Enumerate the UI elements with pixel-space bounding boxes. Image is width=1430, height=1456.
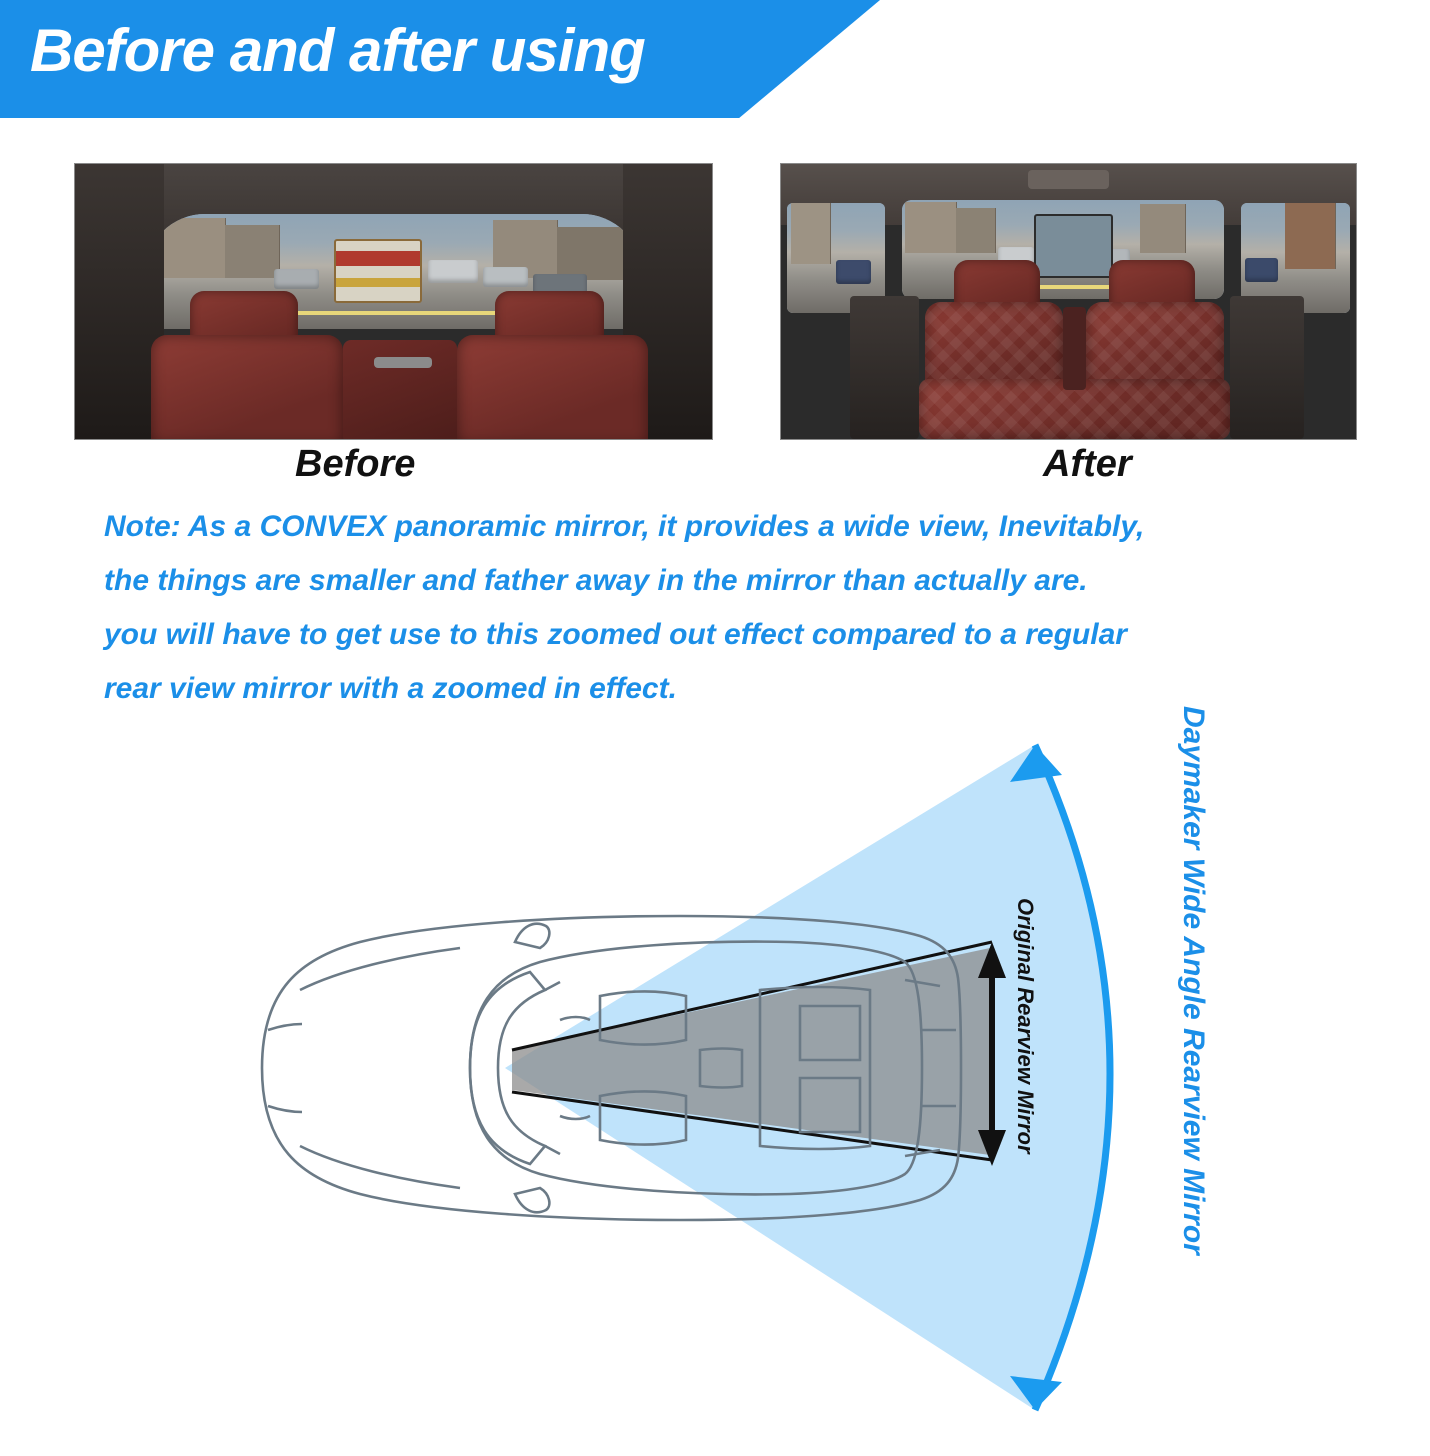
- traffic-car: [428, 260, 478, 283]
- center-gap: [1063, 307, 1086, 390]
- rear-seat-left: [151, 335, 342, 441]
- note-block: [104, 500, 1404, 716]
- pedestrian: [1245, 258, 1278, 282]
- left-door-panel: [850, 296, 919, 439]
- pedestrian: [836, 260, 871, 284]
- console-handle: [374, 357, 431, 368]
- building: [1140, 204, 1186, 254]
- note-line: you will have to get use to this zoomed out effect compared to a regular: [104, 618, 1127, 651]
- building: [905, 202, 958, 253]
- after-caption: After: [1043, 443, 1132, 485]
- building: [155, 218, 226, 278]
- note-line: Note: As a CONVEX panoramic mirror, it provides a wide view, Inevitably,: [104, 510, 1145, 543]
- original-mirror-label: Original Rearview Mirror: [1013, 898, 1038, 1154]
- building: [1285, 203, 1336, 269]
- before-caption: Before: [295, 443, 416, 485]
- cable-car-stripe: [336, 278, 420, 286]
- page-title: Before and after using: [30, 17, 645, 84]
- building: [557, 227, 633, 280]
- after-photo: [780, 163, 1357, 440]
- cable-car-stripe: [336, 251, 420, 267]
- building: [956, 208, 996, 254]
- traffic-car: [483, 267, 528, 288]
- rear-entertainment-screen: [1034, 214, 1113, 279]
- building: [791, 203, 831, 265]
- roof-console: [1028, 170, 1109, 189]
- field-of-view-diagram: [0, 690, 1430, 1456]
- traffic-car: [274, 269, 319, 289]
- rear-seat-right: [457, 335, 648, 441]
- note-line: the things are smaller and father away in the mirror than actually are.: [104, 564, 1088, 597]
- note-line: rear view mirror with a zoomed in effect.: [104, 672, 677, 705]
- center-console: [343, 340, 458, 440]
- right-door-panel: [1230, 296, 1305, 439]
- cable-car: [334, 239, 422, 303]
- before-photo: [74, 163, 713, 440]
- building: [225, 225, 281, 278]
- header-banner: [0, 0, 880, 118]
- wide-angle-mirror-label: Daymaker Wide Angle Rearview Mirror: [1177, 706, 1210, 1255]
- road-marking: [294, 311, 503, 316]
